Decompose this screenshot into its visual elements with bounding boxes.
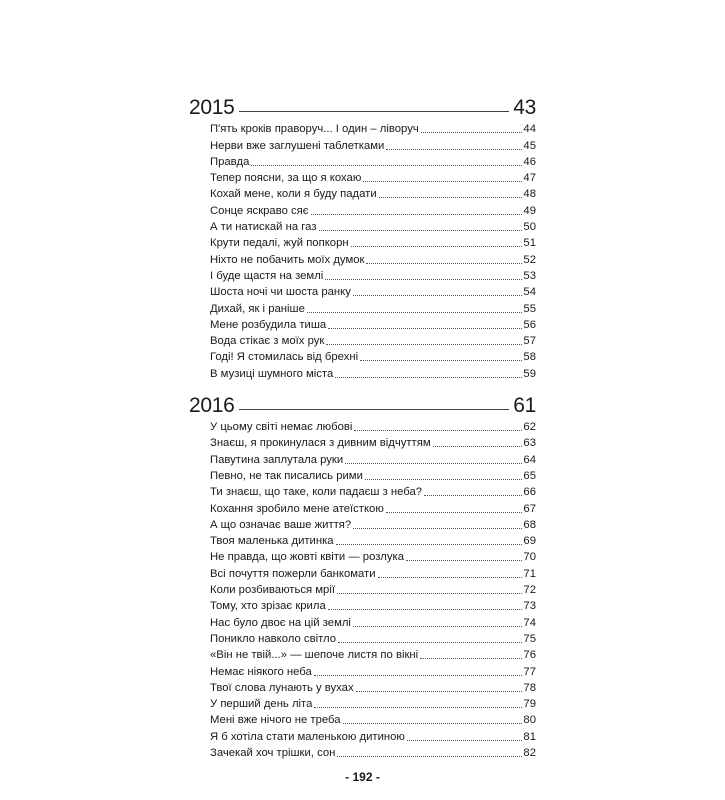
entry-title: Тепер поясни, за що я кохаю: [210, 172, 362, 185]
heading-rule: [239, 111, 510, 112]
dot-leader: [337, 756, 522, 757]
dot-leader: [424, 495, 522, 496]
dot-leader: [354, 430, 522, 431]
entry-title: Павутина заплутала руки: [210, 453, 344, 466]
toc-entry: [210, 348, 536, 364]
dot-leader: [386, 149, 522, 150]
toc-entry: [210, 450, 536, 466]
entry-title: Ти знаєш, що таке, коли падаєш з неба?: [210, 486, 423, 499]
toc-entry: [210, 499, 536, 515]
entry-title: Кохай мене, коли я буду падати: [210, 188, 377, 201]
toc-entry: [210, 532, 536, 548]
entry-title: Шоста ночі чи шоста ранку: [210, 286, 351, 299]
entry-title: У цьому світі немає любові: [210, 421, 353, 434]
toc-entry: [210, 434, 536, 450]
entry-list: [189, 120, 536, 381]
dot-leader: [307, 312, 523, 313]
toc-entry: [210, 332, 536, 348]
toc-entry: [210, 695, 536, 711]
entry-page-number: 69: [523, 535, 536, 548]
entry-page-number: 47: [523, 172, 536, 185]
toc-entry: [210, 646, 536, 662]
toc-entry: [210, 218, 536, 234]
toc-entry: [210, 120, 536, 136]
entry-title: Сонце яскраво сяє: [210, 204, 309, 217]
dot-leader: [337, 593, 522, 594]
entry-title: Я б хотіла стати маленькою дитиною: [210, 730, 405, 743]
entry-title: Твої слова лунають у вухах: [210, 681, 354, 694]
entry-page-number: 52: [523, 253, 536, 266]
entry-page-number: 68: [523, 518, 536, 531]
entry-title: Правда: [210, 155, 250, 168]
dot-leader: [343, 723, 523, 724]
dot-leader: [365, 479, 523, 480]
toc-entry: [210, 169, 536, 185]
entry-title: Тому, хто зрізає крила: [210, 600, 326, 613]
dot-leader: [314, 675, 523, 676]
toc-entry: [210, 483, 536, 499]
entry-page-number: 73: [523, 600, 536, 613]
entry-title: Зачекай хоч трішки, сон: [210, 746, 336, 759]
entry-page-number: 63: [523, 437, 536, 450]
section-heading: [189, 394, 536, 418]
dot-leader: [335, 377, 522, 378]
dot-leader: [360, 360, 522, 361]
entry-title: П'ять кроків праворуч... І один – ліворуч: [210, 123, 419, 136]
entry-title: Нерви вже заглушені таблетками: [210, 139, 385, 152]
entry-page-number: 51: [523, 237, 536, 250]
toc-entry: [210, 364, 536, 380]
toc-section-2016: [189, 394, 536, 760]
entry-title: Знаєш, я прокинулася з дивним відчуттям: [210, 437, 431, 450]
dot-leader: [251, 165, 522, 166]
toc-section-2015: [189, 96, 536, 381]
dot-leader: [338, 642, 522, 643]
dot-leader: [356, 691, 523, 692]
toc-entry: [210, 744, 536, 760]
dot-leader: [353, 295, 523, 296]
toc-entry: [210, 727, 536, 743]
entry-page-number: 70: [523, 551, 536, 564]
toc-entry: [210, 316, 536, 332]
dot-leader: [433, 446, 523, 447]
toc-entry: [210, 250, 536, 266]
toc-entry: [210, 548, 536, 564]
entry-page-number: 58: [523, 351, 536, 364]
dot-leader: [325, 279, 522, 280]
section-page-number: 43: [513, 96, 536, 119]
dot-leader: [328, 328, 522, 329]
entry-title: Певно, не так писались рими: [210, 469, 363, 482]
entry-page-number: 45: [523, 139, 536, 152]
entry-page-number: 75: [523, 632, 536, 645]
toc-entry: [210, 418, 536, 434]
entry-page-number: 65: [523, 469, 536, 482]
entry-title: А що означає ваше життя?: [210, 518, 352, 531]
dot-leader: [363, 181, 522, 182]
entry-page-number: 48: [523, 188, 536, 201]
entry-page-number: 62: [523, 421, 536, 434]
dot-leader: [366, 263, 522, 264]
entry-page-number: 78: [523, 681, 536, 694]
dot-leader: [336, 544, 523, 545]
toc-entry: [210, 613, 536, 629]
heading-rule: [239, 409, 510, 410]
entry-title: Коли розбиваються мрії: [210, 584, 335, 597]
entry-title: Вода стікає з моїх рук: [210, 335, 325, 348]
table-of-contents: [189, 96, 536, 760]
entry-page-number: 74: [523, 616, 536, 629]
entry-title: «Він не твій...» — шепоче листя по вікні: [210, 649, 419, 662]
dot-leader: [386, 512, 523, 513]
toc-entry: [210, 185, 536, 201]
page-number: - 192 -: [345, 770, 380, 784]
entry-title: Крути педалі, жуй попкорн: [210, 237, 349, 250]
toc-entry: [210, 679, 536, 695]
entry-page-number: 77: [523, 665, 536, 678]
entry-title: В музиці шумного міста: [210, 367, 334, 380]
dot-leader: [351, 246, 523, 247]
dot-leader: [421, 132, 523, 133]
toc-entry: [210, 234, 536, 250]
entry-page-number: 66: [523, 486, 536, 499]
entry-title: Поникло навколо світло: [210, 632, 337, 645]
entry-page-number: 50: [523, 221, 536, 234]
dot-leader: [353, 626, 522, 627]
dot-leader: [311, 214, 523, 215]
entry-title: Кохання зробило мене атеїсткою: [210, 502, 384, 515]
dot-leader: [319, 230, 523, 231]
toc-entry: [210, 581, 536, 597]
entry-page-number: 55: [523, 302, 536, 315]
dot-leader: [345, 463, 522, 464]
toc-entry: [210, 299, 536, 315]
entry-title: Твоя маленька дитинка: [210, 535, 334, 548]
entry-title: І буде щастя на землі: [210, 269, 324, 282]
dot-leader: [407, 740, 523, 741]
entry-page-number: 76: [523, 649, 536, 662]
entry-page-number: 59: [523, 367, 536, 380]
dot-leader: [406, 560, 522, 561]
dot-leader: [420, 658, 522, 659]
section-heading: [189, 96, 536, 120]
entry-page-number: 71: [523, 567, 536, 580]
section-year: 2016: [189, 393, 235, 417]
dot-leader: [314, 707, 522, 708]
toc-entry: [210, 711, 536, 727]
entry-title: Ніхто не побачить моїх думок: [210, 253, 365, 266]
toc-entry: [210, 136, 536, 152]
entry-title: У перший день літа: [210, 698, 313, 711]
toc-entry: [210, 564, 536, 580]
entry-page-number: 57: [523, 335, 536, 348]
entry-title: Мені вже нічого не треба: [210, 714, 341, 727]
entry-page-number: 53: [523, 269, 536, 282]
entry-page-number: 72: [523, 584, 536, 597]
entry-page-number: 49: [523, 204, 536, 217]
entry-title: Немає ніякого неба: [210, 665, 312, 678]
toc-entry: [210, 630, 536, 646]
dot-leader: [378, 577, 523, 578]
entry-title: Всі почуття пожерли банкомати: [210, 567, 376, 580]
toc-entry: [210, 201, 536, 217]
entry-title: Годі! Я стомилась від брехні: [210, 351, 359, 364]
entry-title: Мене розбудила тиша: [210, 318, 327, 331]
section-year: 2015: [189, 96, 235, 119]
entry-page-number: 46: [523, 155, 536, 168]
entry-title: А ти натискай на газ: [210, 221, 317, 234]
entry-page-number: 64: [523, 453, 536, 466]
section-page-number: 61: [513, 393, 536, 417]
toc-entry: [210, 267, 536, 283]
dot-leader: [328, 609, 523, 610]
toc-entry: [210, 467, 536, 483]
entry-page-number: 54: [523, 286, 536, 299]
toc-entry: [210, 597, 536, 613]
entry-page-number: 82: [523, 746, 536, 759]
entry-title: Не правда, що жовті квіти — розлука: [210, 551, 405, 564]
toc-entry: [210, 516, 536, 532]
toc-entry: [210, 662, 536, 678]
entry-list: [189, 418, 536, 760]
entry-page-number: 67: [523, 502, 536, 515]
toc-entry: [210, 283, 536, 299]
dot-leader: [353, 528, 522, 529]
entry-title: Нас було двоє на цій землі: [210, 616, 351, 629]
toc-entry: [210, 153, 536, 169]
dot-leader: [379, 197, 523, 198]
entry-page-number: 79: [523, 698, 536, 711]
entry-page-number: 80: [523, 714, 536, 727]
entry-page-number: 44: [523, 123, 536, 136]
entry-title: Дихай, як і раніше: [210, 302, 305, 315]
dot-leader: [326, 344, 522, 345]
entry-page-number: 81: [523, 730, 536, 743]
entry-page-number: 56: [523, 318, 536, 331]
